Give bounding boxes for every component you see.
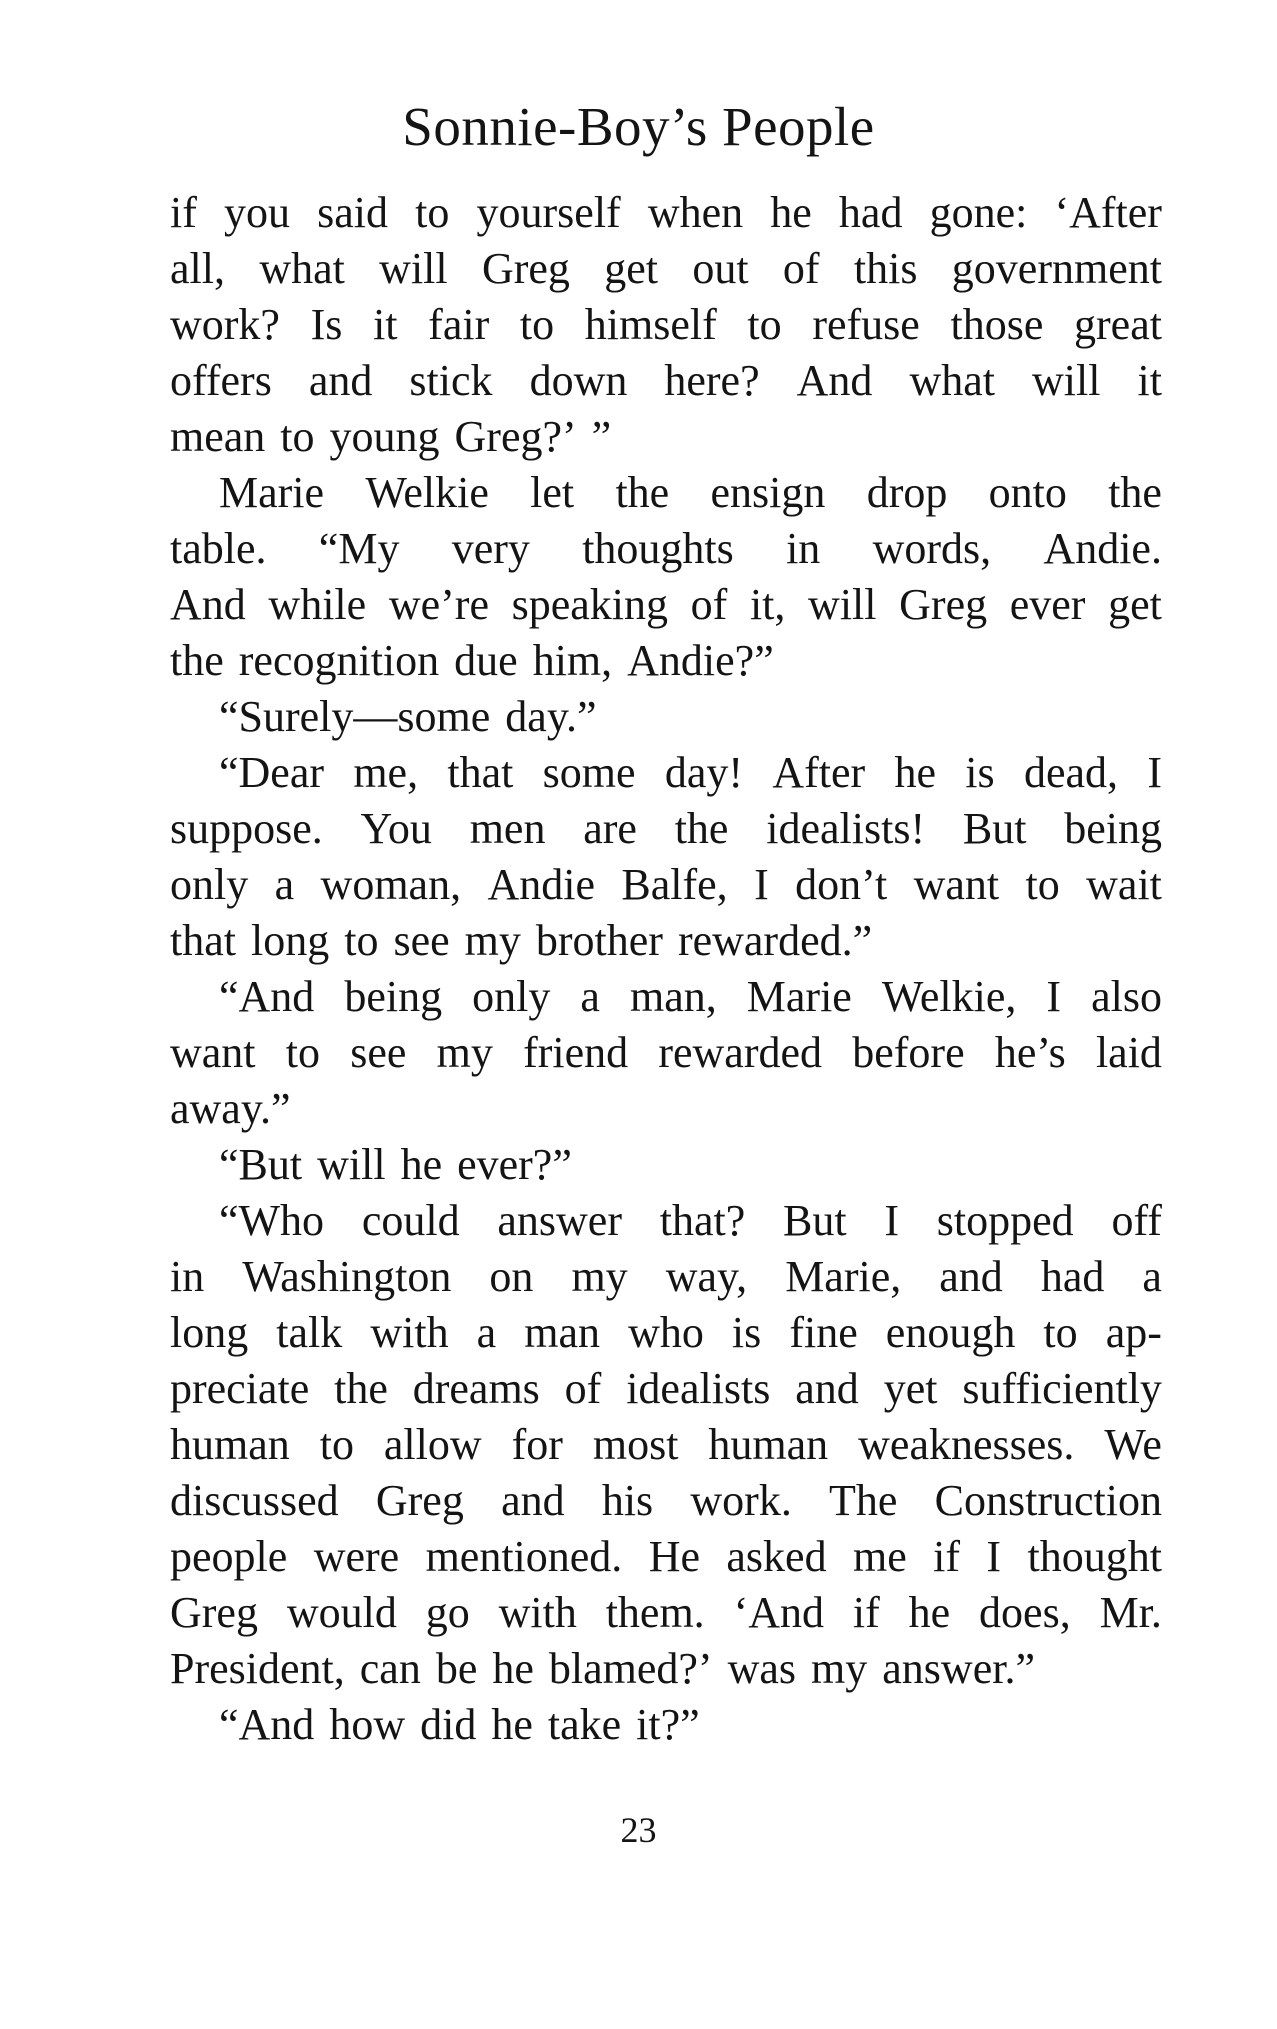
word: Andie.: [1043, 524, 1162, 573]
word: human: [708, 1420, 829, 1469]
word: “My: [318, 524, 400, 573]
word: my: [436, 1028, 493, 1077]
word: onto: [988, 468, 1067, 517]
text-line: [170, 297, 1162, 353]
text-line: [170, 1641, 1162, 1697]
word: speaking: [511, 580, 669, 629]
word: who: [628, 1308, 704, 1357]
word: before: [852, 1028, 965, 1077]
word: a: [476, 1308, 497, 1357]
word: answer.”: [882, 1644, 1035, 1693]
word: rewarded: [658, 1028, 823, 1077]
word: that: [447, 748, 514, 797]
word: Balfe,: [621, 860, 728, 909]
text-line: [170, 353, 1162, 409]
word: the: [170, 636, 224, 685]
word: see: [350, 1028, 407, 1077]
word: Welkie,: [881, 972, 1017, 1021]
word: a: [1142, 1252, 1162, 1301]
word: refuse: [812, 300, 920, 349]
text-line: [170, 1025, 1162, 1081]
word: we’re: [388, 580, 489, 629]
word: to: [1043, 1308, 1078, 1357]
word: discussed: [170, 1476, 339, 1525]
word: due: [454, 636, 518, 685]
word: We: [1104, 1420, 1162, 1469]
word: young: [329, 412, 440, 461]
word: see: [393, 916, 450, 965]
word: it: [373, 300, 398, 349]
text-line: [170, 1473, 1162, 1529]
word: some: [542, 748, 636, 797]
text-line: [170, 1249, 1162, 1305]
text-line: [170, 521, 1162, 577]
word: long: [170, 1308, 249, 1357]
word: his: [601, 1476, 654, 1525]
word: he: [908, 1588, 951, 1637]
word: does,: [979, 1588, 1071, 1637]
word: Welkie: [365, 468, 489, 517]
word: man,: [629, 972, 717, 1021]
word: I: [884, 1196, 900, 1245]
text-line: [170, 1137, 1162, 1193]
text-line: [170, 633, 1162, 689]
word: yet: [883, 1364, 938, 1413]
word: sufficiently: [962, 1364, 1162, 1413]
word: he: [492, 1644, 534, 1693]
text-line: [170, 689, 1162, 745]
text-line: [170, 857, 1162, 913]
word: fair: [428, 300, 490, 349]
word: to: [319, 1420, 354, 1469]
word: get: [604, 244, 659, 293]
word: “But: [219, 1140, 303, 1189]
word: ‘After: [1054, 188, 1162, 237]
word: to: [415, 188, 450, 237]
word: Greg: [375, 1476, 464, 1525]
word: how: [329, 1700, 406, 1749]
word: The: [829, 1476, 898, 1525]
text-line: [170, 1081, 1162, 1137]
word: can: [359, 1644, 421, 1693]
word: also: [1091, 972, 1162, 1021]
word: of: [782, 244, 820, 293]
word: Greg: [481, 244, 570, 293]
word: of: [564, 1364, 602, 1413]
word: After: [772, 748, 866, 797]
word: I: [754, 860, 769, 909]
word: stopped: [936, 1196, 1074, 1245]
word: Marie: [219, 468, 325, 517]
word: a: [274, 860, 295, 909]
word: them.: [605, 1588, 705, 1637]
word: work?: [170, 300, 280, 349]
text-line: [170, 409, 1162, 465]
word: being: [344, 972, 443, 1021]
text-line: [170, 969, 1162, 1025]
word: with: [498, 1588, 577, 1637]
word: most: [592, 1420, 679, 1469]
word: would: [286, 1588, 397, 1637]
word: enough: [885, 1308, 1016, 1357]
word: on: [489, 1252, 534, 1301]
word: being: [1064, 804, 1162, 853]
word: ever?”: [457, 1140, 572, 1189]
word: blamed?’: [548, 1644, 713, 1693]
word: to: [747, 300, 782, 349]
word: that: [170, 916, 236, 965]
word: ‘And: [733, 1588, 824, 1637]
word: get: [1108, 580, 1162, 629]
word: the: [1108, 468, 1162, 517]
word: want: [913, 860, 1000, 909]
word: day.”: [505, 692, 597, 741]
word: with: [370, 1308, 449, 1357]
word: Greg: [899, 580, 988, 629]
word: if: [933, 1532, 961, 1581]
word: will: [1032, 356, 1101, 405]
word: go: [425, 1588, 470, 1637]
word: he: [894, 748, 936, 797]
word: friend: [523, 1028, 629, 1077]
word: when: [647, 188, 744, 237]
word: preciate: [170, 1364, 310, 1413]
word: Greg: [170, 1588, 258, 1637]
word: out: [692, 244, 749, 293]
word: day!: [664, 748, 744, 797]
word: while: [268, 580, 367, 629]
word: this: [853, 244, 918, 293]
word: And: [170, 580, 246, 629]
word: only: [170, 860, 249, 909]
word: Marie,: [785, 1252, 902, 1301]
word: and: [501, 1476, 565, 1525]
word: is: [965, 748, 995, 797]
word: and: [795, 1364, 859, 1413]
word: “Who: [219, 1196, 325, 1245]
word: in: [786, 524, 821, 573]
word: very: [451, 524, 530, 573]
word: recognition: [238, 636, 440, 685]
text-line: [170, 745, 1162, 801]
word: my: [571, 1252, 628, 1301]
word: said: [317, 188, 389, 237]
word: what: [909, 356, 995, 405]
word: was: [727, 1644, 797, 1693]
page-number: 23: [620, 1810, 657, 1850]
word: Andie: [487, 860, 595, 909]
word: Washington: [242, 1252, 452, 1301]
word: is: [731, 1308, 762, 1357]
word: suppose.: [170, 804, 323, 853]
word: will: [808, 580, 877, 629]
word: be: [435, 1644, 478, 1693]
word: woman,: [320, 860, 462, 909]
word: But: [962, 804, 1027, 853]
text-line: [170, 1361, 1162, 1417]
word: only: [472, 972, 551, 1021]
running-head: Sonnie-Boy’s People: [402, 96, 875, 157]
word: he’s: [994, 1028, 1066, 1077]
text-line: [170, 1417, 1162, 1473]
word: Marie: [746, 972, 852, 1021]
word: “And: [219, 972, 315, 1021]
word: were: [313, 1532, 400, 1581]
word: a: [580, 972, 600, 1021]
word: yourself: [476, 188, 621, 237]
word: did: [420, 1700, 477, 1749]
word: He: [648, 1532, 701, 1581]
word: offers: [170, 356, 272, 405]
word: Andie?”: [627, 636, 774, 685]
word: take: [547, 1700, 622, 1749]
text-line: [170, 577, 1162, 633]
word: if: [170, 188, 197, 237]
word: fine: [789, 1308, 858, 1357]
word: drop: [866, 468, 948, 517]
word: want: [170, 1028, 256, 1077]
word: “Dear: [219, 748, 325, 797]
word: “Surely—some: [219, 692, 491, 741]
word: Greg?’: [454, 412, 577, 461]
word: human: [170, 1420, 290, 1469]
word: to: [280, 412, 315, 461]
word: ap-: [1105, 1308, 1162, 1357]
word: Mr.: [1099, 1588, 1162, 1637]
word: the: [615, 468, 670, 517]
word: down: [529, 356, 628, 405]
word: man: [524, 1308, 600, 1357]
word: of: [690, 580, 728, 629]
word: mean: [170, 412, 266, 461]
word: are: [583, 804, 637, 853]
word: dreams: [412, 1364, 540, 1413]
word: the: [674, 804, 729, 853]
word: rewarded.”: [677, 916, 873, 965]
word: don’t: [795, 860, 888, 909]
word: all,: [170, 244, 225, 293]
word: idealists!: [766, 804, 926, 853]
word: Is: [310, 300, 343, 349]
text-line: [170, 913, 1162, 969]
word: great: [1074, 300, 1162, 349]
word: will: [379, 244, 448, 293]
word: what: [259, 244, 345, 293]
word: ”: [591, 412, 612, 461]
word: to: [344, 916, 379, 965]
word: and: [939, 1252, 1003, 1301]
word: wait: [1086, 860, 1162, 909]
word: I: [986, 1532, 1002, 1581]
word: ever: [1009, 580, 1086, 629]
word: for: [511, 1420, 563, 1469]
word: to: [285, 1028, 320, 1077]
word: mentioned.: [425, 1532, 623, 1581]
word: will: [317, 1140, 386, 1189]
word: you: [224, 188, 291, 237]
word: men: [469, 804, 546, 853]
word: laid: [1095, 1028, 1162, 1077]
word: table.: [170, 524, 267, 573]
word: I: [1147, 748, 1162, 797]
word: And: [796, 356, 873, 405]
word: stick: [409, 356, 493, 405]
word: But: [783, 1196, 847, 1245]
word: off: [1111, 1196, 1162, 1245]
word: to: [519, 300, 555, 349]
word: government: [951, 244, 1162, 293]
text-line: [170, 1697, 1162, 1753]
word: allow: [383, 1420, 482, 1469]
word: himself: [584, 300, 717, 349]
word: long: [250, 916, 330, 965]
text-line: [170, 1529, 1162, 1585]
word: my: [464, 916, 521, 965]
word: could: [361, 1196, 460, 1245]
word: Construction: [934, 1476, 1162, 1525]
word: me,: [353, 748, 419, 797]
word: work.: [690, 1476, 792, 1525]
word: those: [950, 300, 1044, 349]
word: in: [170, 1252, 205, 1301]
word: here?: [664, 356, 760, 405]
text-line: [170, 1305, 1162, 1361]
word: away.”: [170, 1084, 291, 1133]
word: ensign: [710, 468, 826, 517]
word: thought: [1027, 1532, 1162, 1581]
word: him,: [532, 636, 613, 685]
text-line: [170, 801, 1162, 857]
word: words,: [872, 524, 992, 573]
word: that?: [659, 1196, 746, 1245]
word: idealists: [626, 1364, 771, 1413]
word: he: [491, 1700, 533, 1749]
text-line: [170, 465, 1162, 521]
word: “And: [219, 1700, 315, 1749]
word: talk: [276, 1308, 343, 1357]
body-text: [170, 185, 1162, 1753]
word: had: [1040, 1252, 1105, 1301]
word: let: [530, 468, 575, 517]
word: gone:: [929, 188, 1028, 237]
word: people: [170, 1532, 288, 1581]
text-line: [170, 1585, 1162, 1641]
word: brother: [535, 916, 663, 965]
word: to: [1025, 860, 1060, 909]
text-line: [170, 1193, 1162, 1249]
word: weaknesses.: [858, 1420, 1075, 1469]
word: had: [838, 188, 903, 237]
word: answer: [497, 1196, 622, 1245]
word: if: [852, 1588, 880, 1637]
word: me: [852, 1532, 907, 1581]
word: asked: [726, 1532, 827, 1581]
word: dead,: [1023, 748, 1119, 797]
word: it: [1137, 356, 1162, 405]
word: President,: [170, 1644, 345, 1693]
word: and: [308, 356, 373, 405]
text-line: [170, 241, 1162, 297]
text-line: [170, 185, 1162, 241]
word: the: [334, 1364, 388, 1413]
word: he: [770, 188, 812, 237]
word: You: [360, 804, 432, 853]
word: he: [400, 1140, 443, 1189]
word: thoughts: [582, 524, 734, 573]
word: my: [811, 1644, 868, 1693]
word: it?”: [636, 1700, 700, 1749]
word: way,: [665, 1252, 748, 1301]
word: I: [1046, 972, 1062, 1021]
word: it,: [749, 580, 786, 629]
